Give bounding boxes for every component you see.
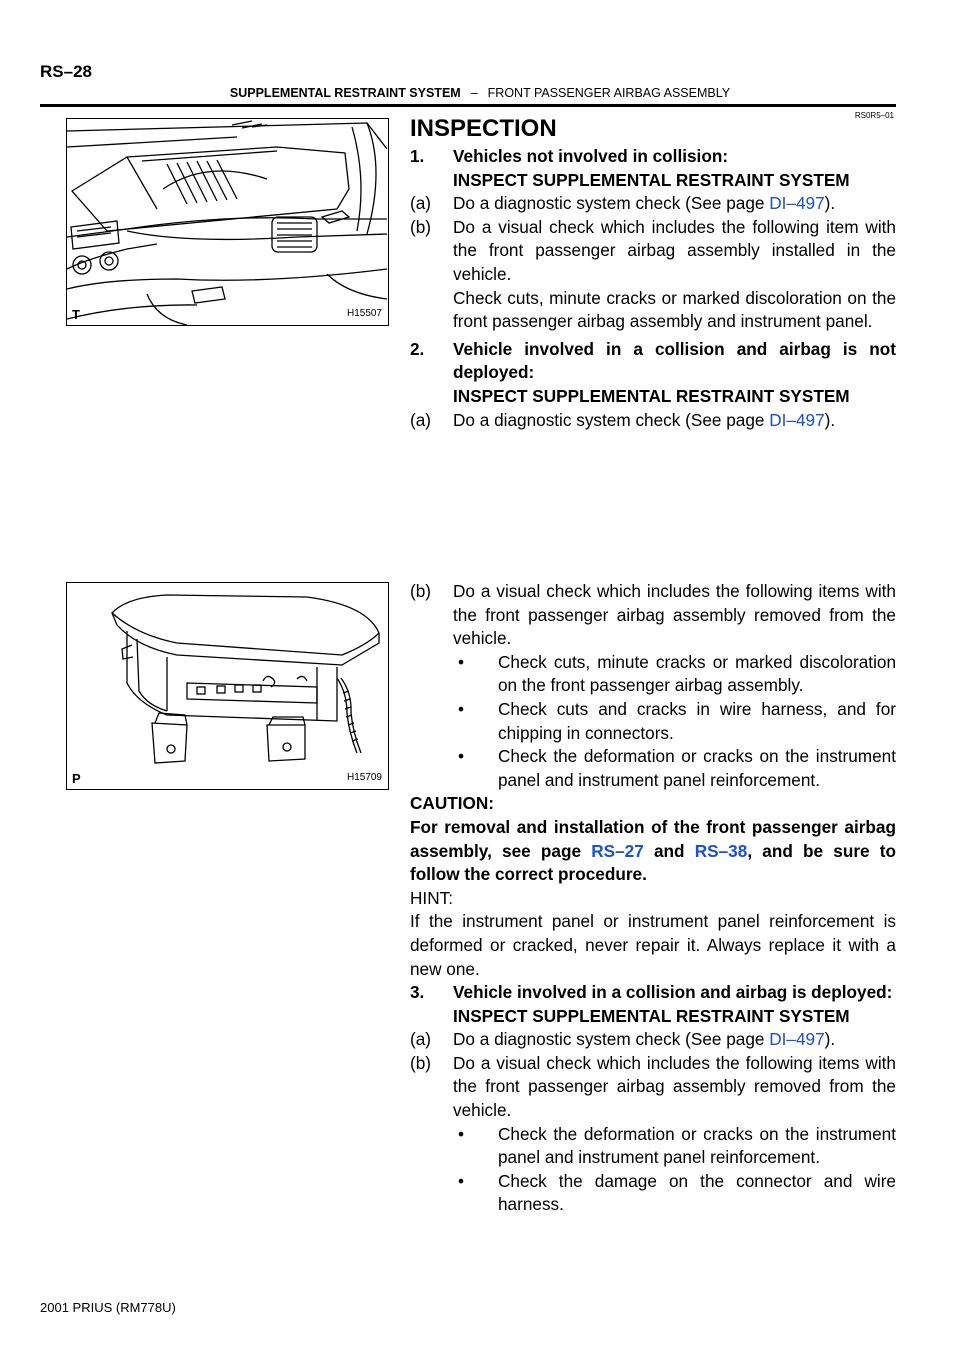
item-label: (b) <box>410 216 432 237</box>
step-2-heading <box>410 338 896 385</box>
step-3-subheading: INSPECT SUPPLEMENTAL RESTRAINT SYSTEM <box>453 1005 850 1026</box>
bullet-item: • Check the deformation or cracks on the instrument panel and instrument panel reinforcement. <box>458 746 896 790</box>
step-2-item-a <box>410 409 896 433</box>
step-3-heading <box>410 981 896 1005</box>
bullet-item: • Check the deformation or cracks on the instrument panel and instrument panel reinforcement. <box>458 1123 896 1168</box>
figure-id: H15709 <box>346 772 382 783</box>
step-number: 2. <box>410 338 425 359</box>
header-section: SUPPLEMENTAL RESTRAINT SYSTEM <box>229 86 461 100</box>
item-label: (a) <box>410 409 432 430</box>
item-label: (b) <box>410 581 432 601</box>
page-link[interactable]: DI–497 <box>769 193 825 214</box>
steps-block-upper <box>410 145 896 432</box>
figure-orientation-mark: T <box>72 307 80 322</box>
steps-block-lower <box>410 580 896 1217</box>
step-heading: Vehicle involved in a collision and airbag is deployed: <box>453 982 893 1003</box>
page-link[interactable]: DI–497 <box>769 1029 825 1050</box>
figure-orientation-mark: P <box>72 771 81 786</box>
page-number: RS–28 <box>40 62 92 81</box>
step-2-subheading: INSPECT SUPPLEMENTAL RESTRAINT SYSTEM <box>453 385 850 406</box>
section-title: INSPECTION <box>410 115 557 142</box>
item-label: (a) <box>410 193 432 214</box>
page-link[interactable]: RS–27 <box>591 840 644 861</box>
dashboard-illustration <box>67 119 388 325</box>
item-label: (a) <box>410 1029 432 1050</box>
airbag-module-illustration <box>67 583 388 789</box>
step-3-item-b <box>410 1052 896 1123</box>
item-text: Do a diagnostic system check (See page DI–497). <box>453 193 836 214</box>
item-text: Do a visual check which includes the following items with the front passenger airbag assembly removed from the vehicle. <box>453 581 896 649</box>
bullet-item: • Check cuts, minute cracks or marked discoloration on the front passenger airbag assembly. <box>458 651 896 696</box>
page-link[interactable]: RS–38 <box>694 840 748 861</box>
item-text: Do a visual check which includes the following items with the front passenger airbag assembly removed from the vehicle. <box>453 1052 896 1121</box>
bullet-item: • Check cuts and cracks in wire harness, and for chipping in connectors. <box>458 698 896 743</box>
caution-text: For removal and installation of the front passenger airbag assembly, see page RS–27 and RS–38, and be sure to follow the correct procedure. <box>410 816 897 885</box>
header-separator: – <box>470 86 478 100</box>
step-1-heading <box>410 145 896 169</box>
figure-airbag-module <box>66 582 389 790</box>
figure-dashboard <box>66 118 389 326</box>
step-2-item-b <box>410 580 896 651</box>
header-rule <box>40 104 896 107</box>
item-text: Do a visual check which includes the following item with the front passenger airbag assembly installed in the vehicle. <box>453 216 896 284</box>
page-link[interactable]: DI–497 <box>769 409 825 430</box>
header-subsection: FRONT PASSENGER AIRBAG ASSEMBLY <box>487 86 731 100</box>
step-1-check-text: Check cuts, minute cracks or marked discoloration on the front passenger airbag assembly and instrument panel. <box>453 287 896 332</box>
item-label: (b) <box>410 1052 432 1073</box>
step-heading: Vehicles not involved in collision: <box>453 146 729 166</box>
step-1-subheading: INSPECT SUPPLEMENTAL RESTRAINT SYSTEM <box>453 169 850 190</box>
item-text: Do a diagnostic system check (See page DI–497). <box>453 409 836 430</box>
figure-id: H15507 <box>346 308 382 319</box>
page-footer: 2001 PRIUS (RM778U) <box>40 1300 176 1315</box>
step-3-item-a <box>410 1028 896 1052</box>
step-1-item-a <box>410 192 896 216</box>
caution-label: CAUTION: <box>410 793 495 814</box>
step-heading: Vehicle involved in a collision and airbag is not deployed: <box>453 338 896 383</box>
bullet-item: • Check the damage on the connector and wire harness. <box>458 1170 896 1215</box>
step-number: 1. <box>410 146 425 166</box>
step-1-item-b <box>410 216 896 287</box>
hint-label: HINT: <box>410 887 453 908</box>
item-text: Do a diagnostic system check (See page DI–497). <box>453 1029 836 1050</box>
step-number: 3. <box>410 982 425 1003</box>
document-code: RS0R5–01 <box>854 111 894 120</box>
running-header <box>0 86 960 100</box>
hint-text: If the instrument panel or instrument panel reinforcement is deformed or cracked, never repair it. Always replace it with a new one. <box>410 911 896 979</box>
